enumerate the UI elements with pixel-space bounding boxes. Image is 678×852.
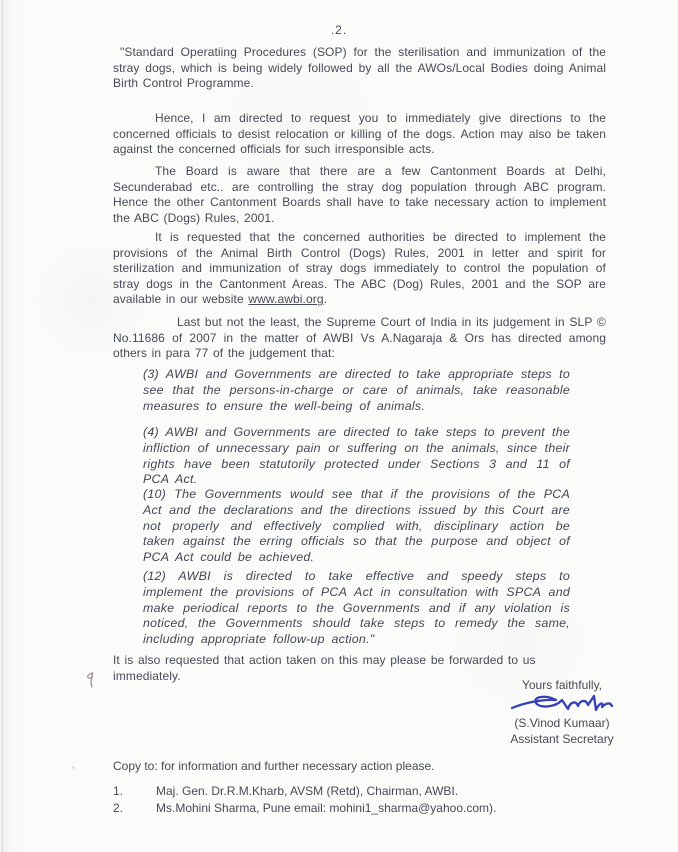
paragraph-cantonment-boards: The Board is aware that there are a few Cantonment Boards at Delhi, Secunderabad etc.. are controlling the stray dog population through ABC program. Hence the other Cantonment Boards shall have to take necessary action to implement the ABC (Dogs) Rules, 2001. bbox=[113, 164, 606, 225]
handwritten-tick-icon bbox=[84, 671, 98, 691]
signature-block bbox=[482, 677, 642, 747]
valediction: Yours faithfully, bbox=[521, 678, 603, 692]
scan-edge-line bbox=[2, 0, 3, 852]
paragraph-abc-request-text: It is requested that the concerned authorities be directed to implement the provisions of the Animal Birth Control (Dogs) Rules, 2001 in letter and spirit for sterilization and immunization of stray dogs immediately to control the population of stray dogs in the Cantonment Areas. The ABC (Dog) Rules, 2001 and the SOP are available in our website bbox=[113, 230, 606, 307]
copy-item-text: Maj. Gen. Dr.R.M.Kharb, AVSM (Retd), Chairman, AWBI. bbox=[156, 784, 459, 798]
copy-to-item bbox=[113, 783, 606, 800]
page-number: .2. bbox=[330, 23, 348, 37]
signatory-name: (S.Vinod Kumaar) bbox=[514, 716, 610, 730]
scan-speck: ’ bbox=[72, 765, 75, 777]
quote-para-4: (4) AWBI and Governments are directed to take steps to prevent the infliction of unnecessary pain or suffering on the animals, since their rights have been statutorily protected under Sections 3 and 11 of PCA Act. bbox=[143, 425, 570, 487]
copy-to-list bbox=[113, 783, 606, 816]
signatory-title: Assistant Secretary bbox=[510, 732, 614, 746]
copy-to-item bbox=[113, 800, 606, 817]
paragraph-directive: Hence, I am directed to request you to immediately give directions to the concerned officials to desist relocation or killing of the dogs. Action may also be taken against the concerned officials for such irresponsible acts. bbox=[113, 111, 606, 157]
copy-item-text: Ms.Mohini Sharma, Pune email: mohini1_sharma@yahoo.com). bbox=[156, 800, 497, 815]
quote-para-10: (10) The Governments would see that if the provisions of the PCA Act and the declarations and the directions issued by this Court are not properly and effectively complied with, disciplinary action be taken against the erring officials so that the purpose and object of PCA Act could be achieved. bbox=[143, 487, 570, 565]
quote-para-12: (12) AWBI is directed to take effective and speedy steps to implement the provisions of PCA Act in consultation with SPCA and make periodical reports to the Governments and if any violation is noticed, the Governments should take steps to remedy the same, including appropriate follow-up action." bbox=[143, 569, 570, 647]
copy-to-heading: Copy to: for information and further necessary action please. bbox=[113, 759, 435, 773]
paragraph-supreme-court: Last but not the least, the Supreme Court of India in its judgement in SLP © No.11686 of 2007 in the matter of AWBI Vs A.Nagaraja & Ors has directed among others in para 77 of the judgement that: bbox=[113, 315, 606, 361]
quote-para-3: (3) AWBI and Governments are directed to take appropriate steps to see that the persons-in-charge or care of animals, take reasonable measures to ensure the well-being of animals. bbox=[143, 367, 570, 413]
closing-line: It is also requested that action taken on this may please be forwarded to us immediately. bbox=[113, 653, 536, 683]
paragraph-sop: "Standard Operatiing Procedures (SOP) for the sterilisation and immunization of the stray dogs, which is being widely followed by all the AWOs/Local Bodies doing Animal Birth Control Programme. bbox=[113, 45, 606, 91]
copy-item-number: 2. bbox=[113, 800, 124, 815]
paragraph-abc-request-period: . bbox=[323, 292, 328, 307]
paragraph-abc-request bbox=[113, 230, 606, 308]
copy-item-number: 1. bbox=[113, 784, 124, 798]
website-link: www.awbi.org bbox=[248, 292, 324, 307]
